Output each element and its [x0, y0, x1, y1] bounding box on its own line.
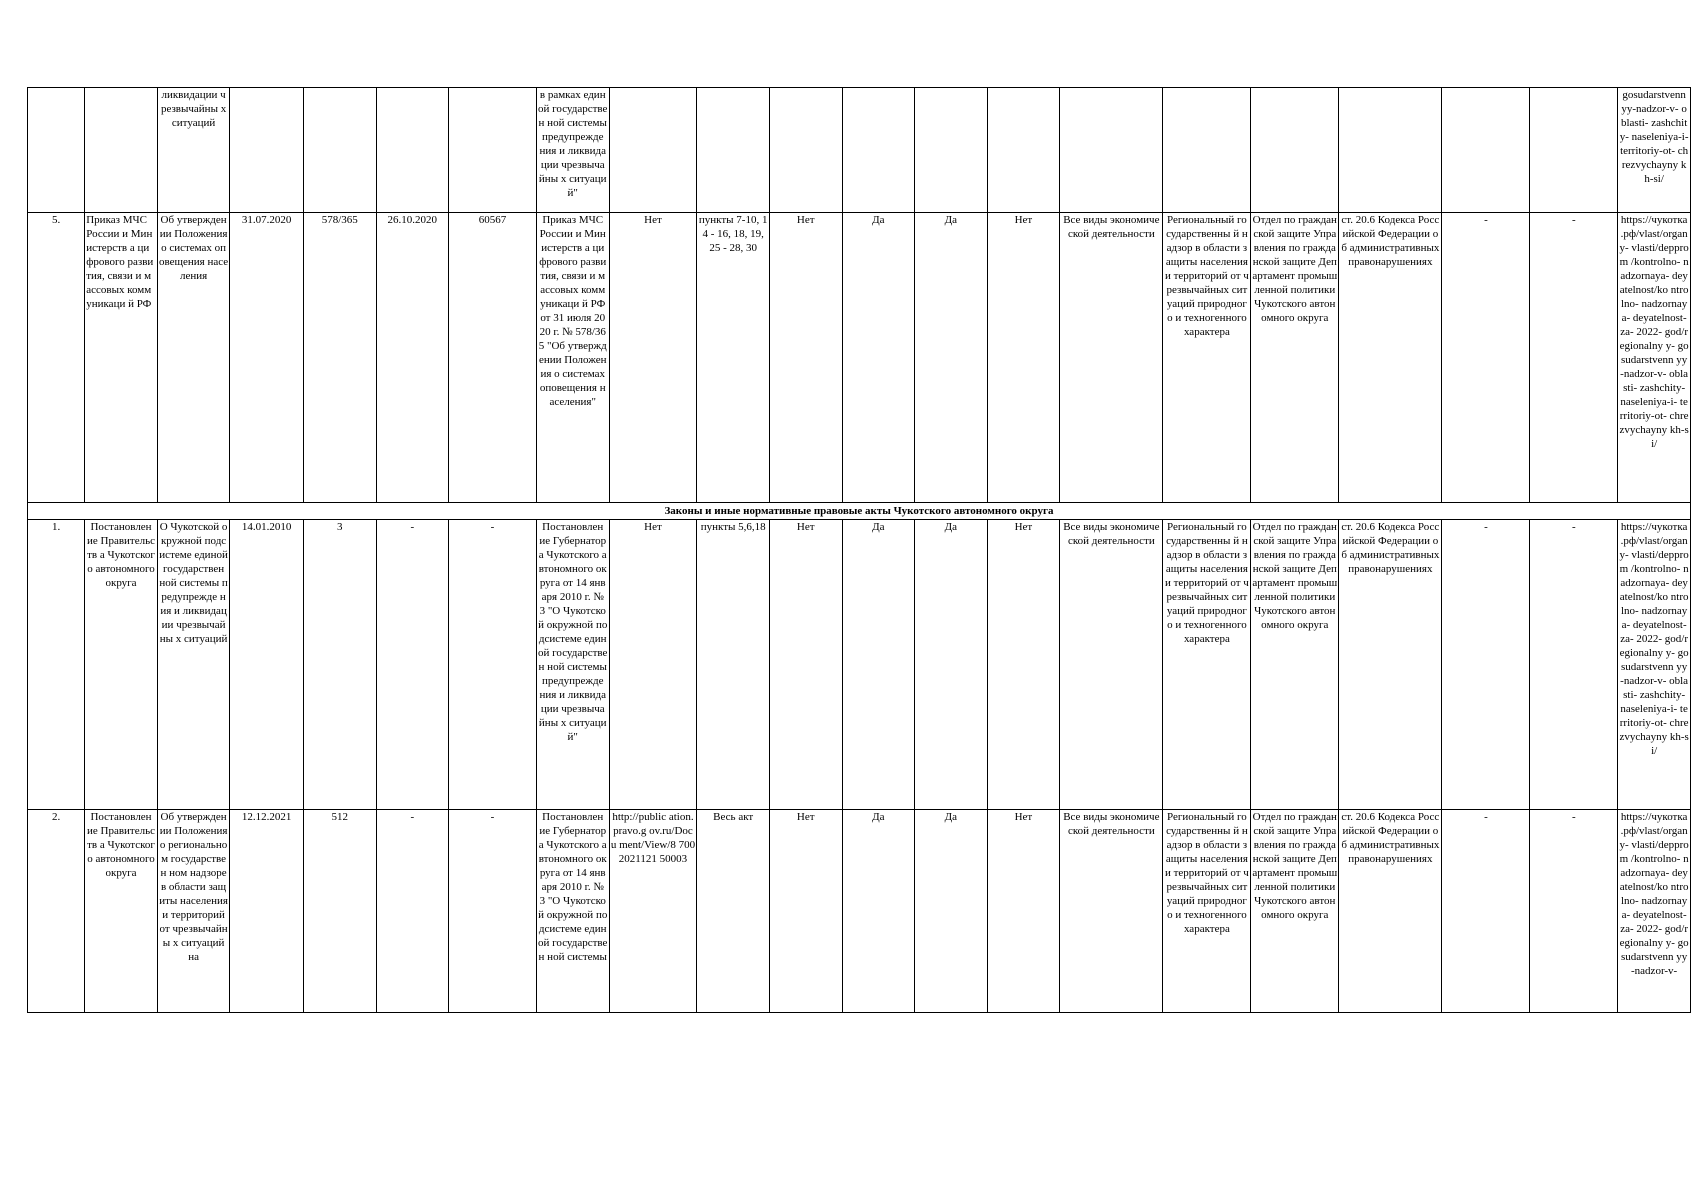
liability-cell: ст. 20.6 Кодекса Российской Федерации об административных правонарушениях: [1339, 810, 1442, 1013]
extra-cell-1: [1442, 88, 1530, 213]
publication-link-cell: [609, 88, 697, 213]
control-type-cell: Региональный государственны й надзор в области защиты населения и территорий от чрезвычайных ситуаций природного и техногенного характера: [1163, 810, 1251, 1013]
registration-number-cell: 60567: [449, 213, 537, 503]
publication-link-cell[interactable]: http://public ation.pravo.g ov.ru/Docu ment/View/8 7002021121 50003: [609, 810, 697, 1013]
extra-cell-1: -: [1442, 213, 1530, 503]
full-act-name-cell: в рамках единой государствен ной системы предупрежде ния и ликвидации чрезвычайны х ситуаций": [536, 88, 609, 213]
liability-cell: ст. 20.6 Кодекса Российской Федерации об административных правонарушениях: [1339, 520, 1442, 810]
act-date-cell: 14.01.2010: [230, 520, 304, 810]
flag-cell-4: [987, 88, 1060, 213]
extra-cell-2: -: [1530, 213, 1618, 503]
act-number-cell: [303, 88, 376, 213]
liability-cell: ст. 20.6 Кодекса Российской Федерации об административных правонарушениях: [1339, 213, 1442, 503]
flag-cell-3: Да: [915, 520, 988, 810]
issuer-cell: [85, 88, 158, 213]
publication-link-cell: Нет: [609, 520, 697, 810]
table-row: [28, 213, 1691, 503]
url-cell: https://чукотка .рф/vlast/organ y- vlasti/depprom /kontrolno- nadzornaya- deyatelnost/ko ntrolno- nadzornaya- deyatelnost-za- 2022- god/regionalny y- gosudarstvenn yy-nadzor-v- oblasti- zashchity- naseleniya-i- territoriy-ot- chrezvychayny kh-si/: [1618, 520, 1691, 810]
extra-cell-2: [1530, 88, 1618, 213]
act-title-cell: ликвидации чрезвычайны х ситуаций: [157, 88, 230, 213]
act-title-cell: О Чукотской окружной подсистеме единой государствен ной системы предупрежде ния и ликвидации чрезвычайны х ситуаций: [157, 520, 230, 810]
authority-cell: [1251, 88, 1339, 213]
act-title-cell: Об утверждении Положения о системах оповещения населения: [157, 213, 230, 503]
authority-cell: Отдел по гражданской защите Управления по гражданской защите Департамент промышленной политики Чукотского автономного округа: [1251, 520, 1339, 810]
publication-link-cell: Нет: [609, 213, 697, 503]
table-row: [28, 88, 1691, 213]
regulatory-acts-table: [27, 87, 1691, 1013]
activity-type-cell: Все виды экономической деятельности: [1060, 810, 1163, 1013]
control-type-cell: Региональный государственны й надзор в области защиты населения и территорий от чрезвычайных ситуаций природного и техногенного характера: [1163, 213, 1251, 503]
registration-number-cell: -: [449, 520, 537, 810]
url-cell[interactable]: https://чукотка .рф/vlast/organ y- vlasti/depprom /kontrolno- nadzornaya- deyatelnost/ko ntrolno- nadzornaya- deyatelnost-za- 2022- god/regionalny y- gosudarstvenn yy-nadzor-v-: [1618, 810, 1691, 1013]
flag-cell-4: Нет: [987, 520, 1060, 810]
act-number-cell: 578/365: [303, 213, 376, 503]
row-number-cell: 1.: [28, 520, 85, 810]
url-cell: gosudarstvenn yy-nadzor-v- oblasti- zashchity- naseleniya-i- territoriy-ot- chrezvychayny kh-si/: [1618, 88, 1691, 213]
registration-date-cell: -: [376, 810, 449, 1013]
flag-cell-4: Нет: [987, 213, 1060, 503]
registration-date-cell: -: [376, 520, 449, 810]
row-number-cell: 2.: [28, 810, 85, 1013]
registration-date-cell: [376, 88, 449, 213]
row-number-cell: [28, 88, 85, 213]
flag-cell-2: Да: [842, 520, 915, 810]
issuer-cell: Приказ МЧС России и Министерств а цифрового развития, связи и массовых коммуникаци й РФ: [85, 213, 158, 503]
activity-type-cell: [1060, 88, 1163, 213]
act-date-cell: [230, 88, 304, 213]
authority-cell: Отдел по гражданской защите Управления по гражданской защите Департамент промышленной политики Чукотского автономного округа: [1251, 810, 1339, 1013]
flag-cell-3: Да: [915, 810, 988, 1013]
section-heading-row: [28, 503, 1691, 520]
extra-cell-2: -: [1530, 810, 1618, 1013]
act-title-cell: Об утверждении Положения о регионально м государствен ном надзоре в области защиты населения и территорий от чрезвычайны х ситуаций на: [157, 810, 230, 1013]
provisions-cell: пункты 5,6,18: [697, 520, 770, 810]
authority-cell: Отдел по гражданской защите Управления по гражданской защите Департамент промышленной политики Чукотского автономного округа: [1251, 213, 1339, 503]
registration-number-cell: [449, 88, 537, 213]
flag-cell-1: Нет: [769, 520, 842, 810]
act-date-cell: 31.07.2020: [230, 213, 304, 503]
flag-cell-3: [915, 88, 988, 213]
activity-type-cell: Все виды экономической деятельности: [1060, 520, 1163, 810]
row-number-cell: 5.: [28, 213, 85, 503]
act-date-cell: 12.12.2021: [230, 810, 304, 1013]
flag-cell-1: [769, 88, 842, 213]
provisions-cell: пункты 7-10, 14 - 16, 18, 19, 25 - 28, 30: [697, 213, 770, 503]
activity-type-cell: Все виды экономической деятельности: [1060, 213, 1163, 503]
registration-date-cell: 26.10.2020: [376, 213, 449, 503]
full-act-name-cell: Постановлен ие Губернатора Чукотского автономного округа от 14 января 2010 г. № 3 "О Чукотской окружной подсистеме единой государствен ной системы: [536, 810, 609, 1013]
flag-cell-1: Нет: [769, 213, 842, 503]
flag-cell-2: [842, 88, 915, 213]
control-type-cell: Региональный государственны й надзор в области защиты населения и территорий от чрезвычайных ситуаций природного и техногенного характера: [1163, 520, 1251, 810]
table-row: [28, 520, 1691, 810]
extra-cell-1: -: [1442, 810, 1530, 1013]
flag-cell-2: Да: [842, 213, 915, 503]
flag-cell-1: Нет: [769, 810, 842, 1013]
url-cell: https://чукотка .рф/vlast/organ y- vlasti/depprom /kontrolno- nadzornaya- deyatelnost/ko ntrolno- nadzornaya- deyatelnost-za- 2022- god/regionalny y- gosudarstvenn yy-nadzor-v- oblasti- zashchity- naseleniya-i- territoriy-ot- chrezvychayny kh-si/: [1618, 213, 1691, 503]
full-act-name-cell: Приказ МЧС России и Министерств а цифрового развития, связи и массовых коммуникаци й РФ от 31 июля 2020 г. № 578/365 "Об утверждении Положения о системах оповещения населения": [536, 213, 609, 503]
provisions-cell: [697, 88, 770, 213]
issuer-cell: Постановлен ие Правительств а Чукотского автономного округа: [85, 810, 158, 1013]
flag-cell-4: Нет: [987, 810, 1060, 1013]
issuer-cell: Постановлен ие Правительств а Чукотского автономного округа: [85, 520, 158, 810]
table-row: [28, 810, 1691, 1013]
flag-cell-3: Да: [915, 213, 988, 503]
full-act-name-cell: Постановлен ие Губернатора Чукотского автономного округа от 14 января 2010 г. № 3 "О Чукотской окружной подсистеме единой государствен ной системы предупрежде ния и ликвидации чрезвычайны х ситуаций": [536, 520, 609, 810]
provisions-cell: Весь акт: [697, 810, 770, 1013]
section-heading: Законы и иные нормативные правовые акты Чукотского автономного округа: [28, 503, 1691, 520]
extra-cell-2: -: [1530, 520, 1618, 810]
act-number-cell: 512: [303, 810, 376, 1013]
flag-cell-2: Да: [842, 810, 915, 1013]
extra-cell-1: -: [1442, 520, 1530, 810]
registration-number-cell: -: [449, 810, 537, 1013]
control-type-cell: [1163, 88, 1251, 213]
act-number-cell: 3: [303, 520, 376, 810]
liability-cell: [1339, 88, 1442, 213]
